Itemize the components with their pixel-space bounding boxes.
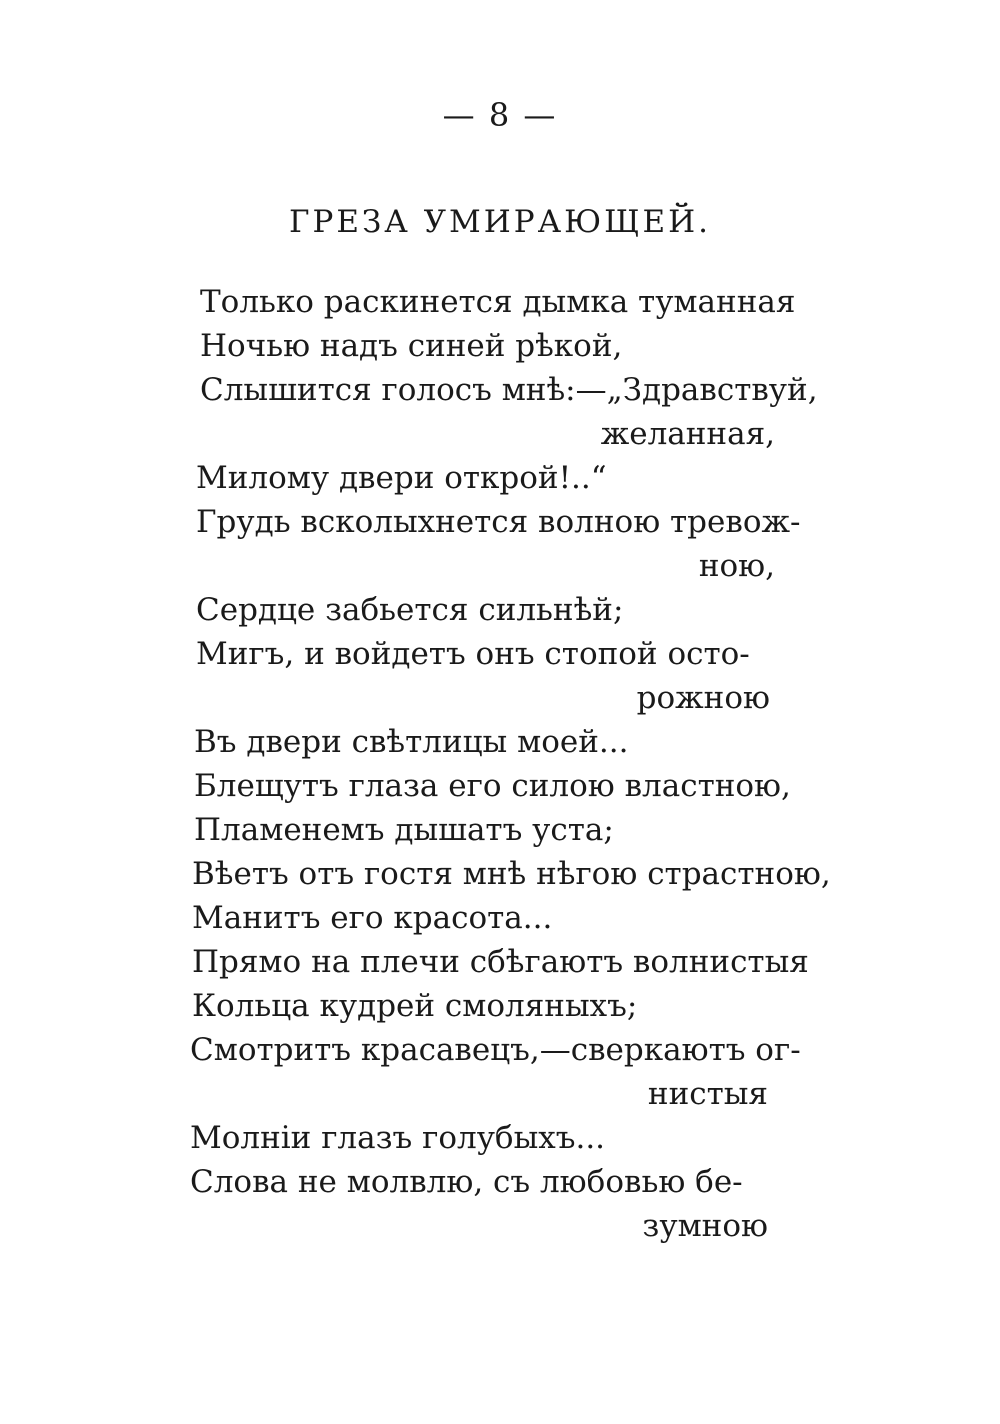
poem-line: Въ двери свѣтлицы моей... [194,724,629,760]
poem-line: Мигъ, и войдетъ онъ стопой осто- [196,636,750,672]
poem-line: Блещутъ глаза его силою властною, [194,768,791,804]
poem-line: Вѣетъ отъ гостя мнѣ нѣгою страстною, [192,856,831,892]
poem-line-continuation: желанная, [600,416,775,452]
poem-line: Пламенемъ дышатъ уста; [194,812,614,848]
poem-line: Манитъ его красота... [192,900,553,936]
poem-line: Сердце забьется сильнѣй; [196,592,624,628]
poem-line: Молніи глазъ голубыхъ... [190,1120,606,1156]
poem-line-continuation: рожною [636,680,770,716]
poem-line-continuation: ною, [698,548,775,584]
poem-line-continuation: нистыя [647,1076,768,1112]
poem-line-continuation: зумною [642,1208,768,1244]
poem-line: Кольца кудрей смоляныхъ; [192,988,638,1024]
poem-line: Грудь всколыхнется волною тревож- [196,504,801,540]
page-number: — 8 — [442,96,558,134]
poem-line: Слова не молвлю, съ любовью бе- [190,1164,743,1200]
poem-line: Смотритъ красавецъ,—сверкаютъ ог- [190,1032,801,1068]
poem-title: ГРЕЗА УМИРАЮЩЕЙ. [288,204,712,240]
poem-line: Ночью надъ синей рѣкой, [200,328,623,364]
poem-line: Слышится голосъ мнѣ:—„Здравствуй, [200,372,818,408]
poem-line: Милому двери открой!..“ [196,460,607,496]
poem-line: Прямо на плечи сбѣгаютъ волнистыя [192,944,809,980]
poem-line: Только раскинется дымка туманная [200,284,796,320]
